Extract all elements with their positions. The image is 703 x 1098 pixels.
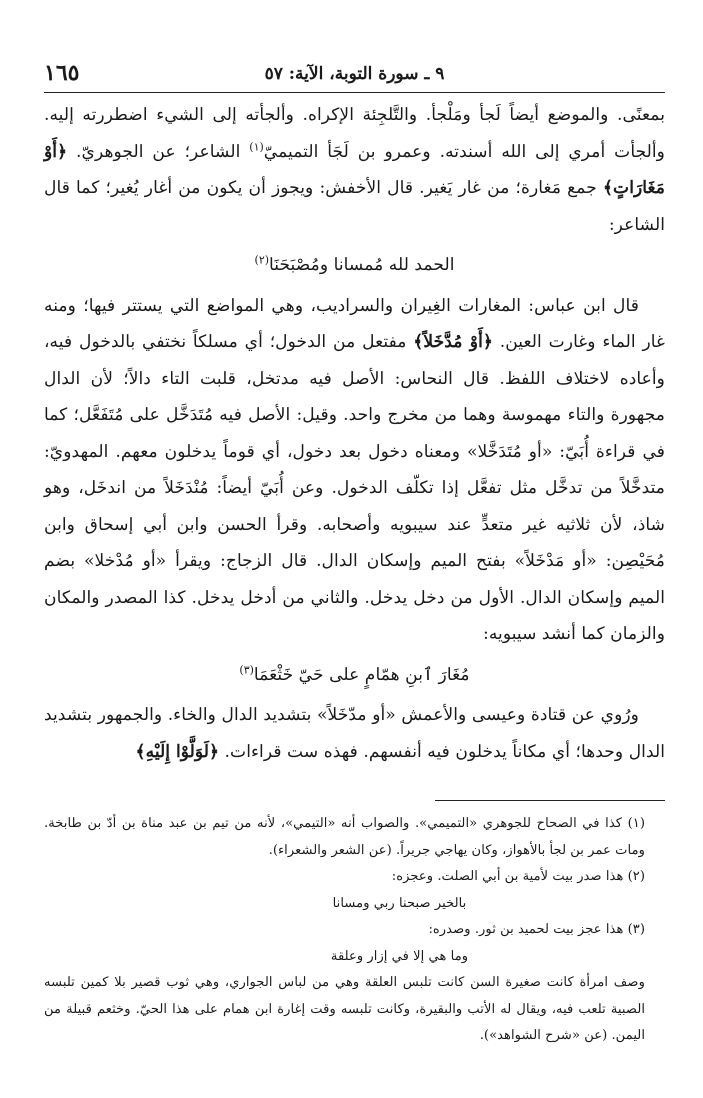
footnote-ref-2: (٢) [254, 253, 270, 267]
paragraph-3 [44, 697, 665, 770]
quran-quote-3: ﴿لَوَلَّوْا إِلَيْهِ﴾ [135, 741, 220, 762]
poetry-verse-1 [44, 247, 665, 284]
verse-1-text: الحمد لله مُمسانا ومُصْبَحَنَا [269, 255, 455, 275]
paragraph-1-end: جمع مَغارة؛ من غار يَغير. قال الأخفش: ويجوز أن يكون من أغار يُغير؛ كما قال الشاعر: [44, 178, 665, 235]
footnote-1: (١) كذا في الصحاح للجوهري «التميمي». والصواب أنه «التيمي»، لأنه من تيم بن عبد مناة بن أدّ بن طابخة. ومات عمر بن لجأ بالأهواز، وكان يهاجي جريراً. (عن الشعر والشعراء). [44, 816, 645, 858]
footnote-2-verse: بالخير صبحنا ربي ومسانا [332, 895, 467, 911]
quran-quote-2: ﴿أَوْ مُدَّخَلاً﴾ [413, 332, 493, 352]
paragraph-2 [44, 288, 665, 653]
paragraph-2-text-b: مفتعل من الدخول؛ أي مسلكاً نختفي بالدخول فيه، وأعاده لاختلاف اللفظ. قال النحاس: الأصل فيه مدتخل، قلبت التاء دالاً؛ لأن الدال مجهورة والتاء مهموسة وهما من مخرج واحد. وقيل: الأصل فيه مُتَدَخَّل على مُتَفَعَّل؛ كما في قراءة أُبَيّ: «أو مُتَدَخَّلا» ومعناه دخول بعد دخول، أي قوماً يدخلون معهم. المهدويّ: متدخَّلاً من تدخَّل مثل تفعَّل إذا تكلّف الدخول. وعن أُبَيّ أيضاً: مُنْدَخَلاً من اندخَل، وهو شاذ، لأن ثلاثيه غير متعدٍّ عند سيبويه وأصحابه. وقرأ الحسن وابن أبي إسحاق وابن مُحَيْصِن: «أو مَدْخَلاً» بفتح الميم وإسكان الدال. قال الزجاج: ويقرأ «أو مُدْخلا» بضم الميم وإسكان الدال. الأول من دخل يدخل. والثاني من أدخل يدخل. كذا المصدر والمكان والزمان كما أنشد سيبويه: [44, 332, 665, 644]
paragraph-1 [44, 97, 665, 243]
page-header [44, 52, 665, 93]
book-page [44, 52, 665, 1058]
page-number: ١٦٥ [44, 60, 80, 86]
footnote-3: (٣) هذا عجز بيت لحميد بن ثور. وصدره: [428, 922, 645, 937]
poetry-verse-2 [44, 657, 665, 694]
verse-2-text: مُغَارَ ٱبنِ همّامٍ على حَيّ خَثْعَمَا [253, 664, 470, 685]
footnote-ref-3: (٣) [239, 662, 254, 676]
footnotes [44, 811, 665, 1050]
footnote-divider [435, 800, 665, 801]
paragraph-2-text-a: قال ابن عباس: المغارات الغِيران والسراديب، وهي المواضع التي يستتر فيها؛ ومنه غار الماء وغارت العين. [44, 295, 665, 352]
quran-quote-1: ﴿أَوْ مَغَارَاتٍ﴾ [44, 141, 665, 198]
footnote-ref-1: (١) [249, 139, 264, 153]
paragraph-1-continuation: الشاعر؛ عن الجوهريّ. [67, 141, 250, 162]
main-text [44, 97, 665, 770]
footnote-2: (٢) هذا صدر بيت لأمية بن أبي الصلت. وعجزه: [391, 869, 645, 884]
running-title: ٩ ـ سورة التوبة، الآية: ٥٧ [264, 64, 445, 84]
paragraph-3-text: ورُوي عن قتادة وعيسى والأعمش «أو مدّخَلاً» بتشديد الدال والخاء. والجمهور بتشديد الدال وحدها؛ أي مكاناً يدخلون فيه أنفسهم. فهذه ست قراءات. [44, 705, 665, 762]
footnote-3-note: وصف امرأة كانت صغيرة السن كانت تلبس العلقة وهي من لباس الجواري، وهي ثوب قصير بلا كمين تلبسه الصبية تلعب فيه، ويقال له الأتب والبقيرة، وكانت تلبسه وقت إغارة ابن همام على هذا الحيّ. وخثعم قبيلة من اليمن. (عن «شرح الشواهد»). [44, 975, 645, 1043]
paragraph-1-text: بمعنًى. والموضع أيضاً لَجأ ومَلْجأ. والتَّلجِئة الإكراه. وألجأته إلى الشيء اضطررته إليه. وألجأت أمري إلى الله أسندته. وعمرو بن لَجَأ التميميّ [44, 105, 665, 162]
footnote-3-verse: وما هي إلا في إزار وعلقة [330, 948, 469, 964]
